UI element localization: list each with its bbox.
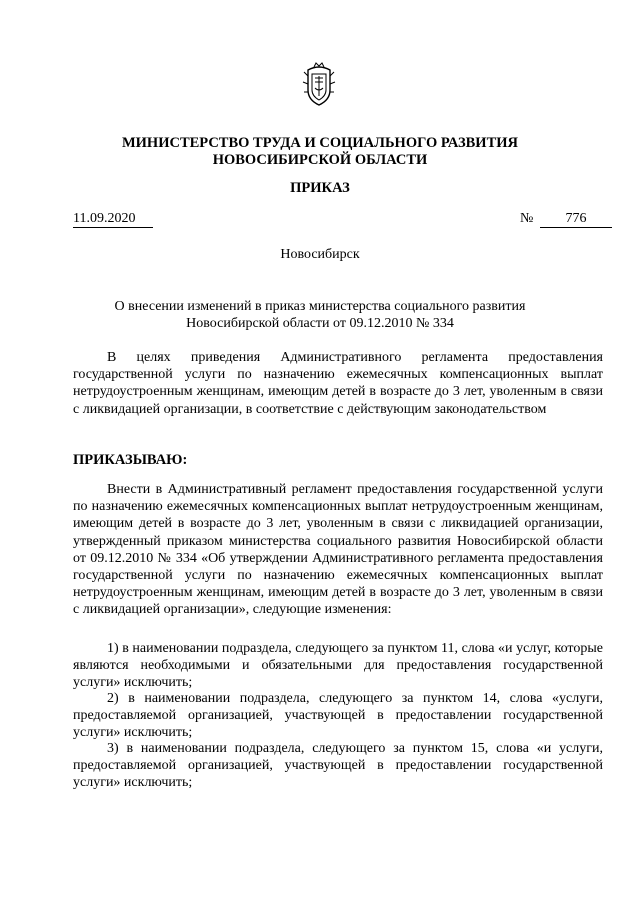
list-item: 1) в наименовании подраздела, следующего за пунктом 11, слова «и услуг, которые являются необходимыми и обязательными для предоставления государственной услуги» исключить; bbox=[73, 641, 603, 691]
ministry-title-line1: МИНИСТЕРСТВО ТРУДА И СОЦИАЛЬНОГО РАЗВИТИЯ bbox=[121, 135, 519, 151]
number-label: № bbox=[520, 211, 534, 226]
preamble-paragraph: В целях приведения Административного регламента предоставления государственной услуги по назначению ежемесячных компенсационных выплат нетрудоустроенным женщинам, имеющим детей в возрасте до 3 лет, уволенным в связи с ликвидацией организации, в соответствие с действующим законодательством bbox=[73, 350, 603, 417]
order-heading: ПРИКАЗЫВАЮ: bbox=[73, 452, 188, 468]
subject-line1: О внесении изменений в приказ министерства социального развития bbox=[114, 299, 526, 314]
list-item: 3) в наименовании подраздела, следующего за пунктом 15, слова «и услуги, предоставляемой организацией, участвующей в предоставлении государственной услуги» исключить; bbox=[73, 741, 603, 791]
city-name: Новосибирск bbox=[280, 247, 360, 262]
order-number: 776 bbox=[540, 210, 612, 228]
subject-line2: Новосибирской области от 09.12.2010 № 334 bbox=[186, 316, 454, 331]
coat-of-arms-icon bbox=[300, 62, 338, 108]
order-date: 11.09.2020 bbox=[73, 210, 153, 228]
list-item: 2) в наименовании подраздела, следующего за пунктом 14, слова «услуги, предоставляемой организацией, участвующей в предоставлении государственной услуги» исключить; bbox=[73, 691, 603, 741]
body-intro-paragraph: Внести в Административный регламент предоставления государственной услуги по назначению ежемесячных компенсационных выплат нетрудоустроенным женщинам, имеющим детей в возрасте до 3 лет, уволенным в связи с ликвидацией организации, утвержденный приказом министерства социального развития Новосибирской области от 09.12.2010 № 334 «Об утверждении Административного регламента предоставления государственной услуги по назначению ежемесячных компенсационных выплат нетрудоустроенным женщинам, имеющим детей в возрасте до 3 лет, уволенным в связи с ликвидацией организации», следующие изменения: bbox=[73, 482, 603, 618]
document-type: ПРИКАЗ bbox=[290, 180, 350, 196]
ministry-title-line2: НОВОСИБИРСКОЙ ОБЛАСТИ bbox=[212, 152, 428, 168]
